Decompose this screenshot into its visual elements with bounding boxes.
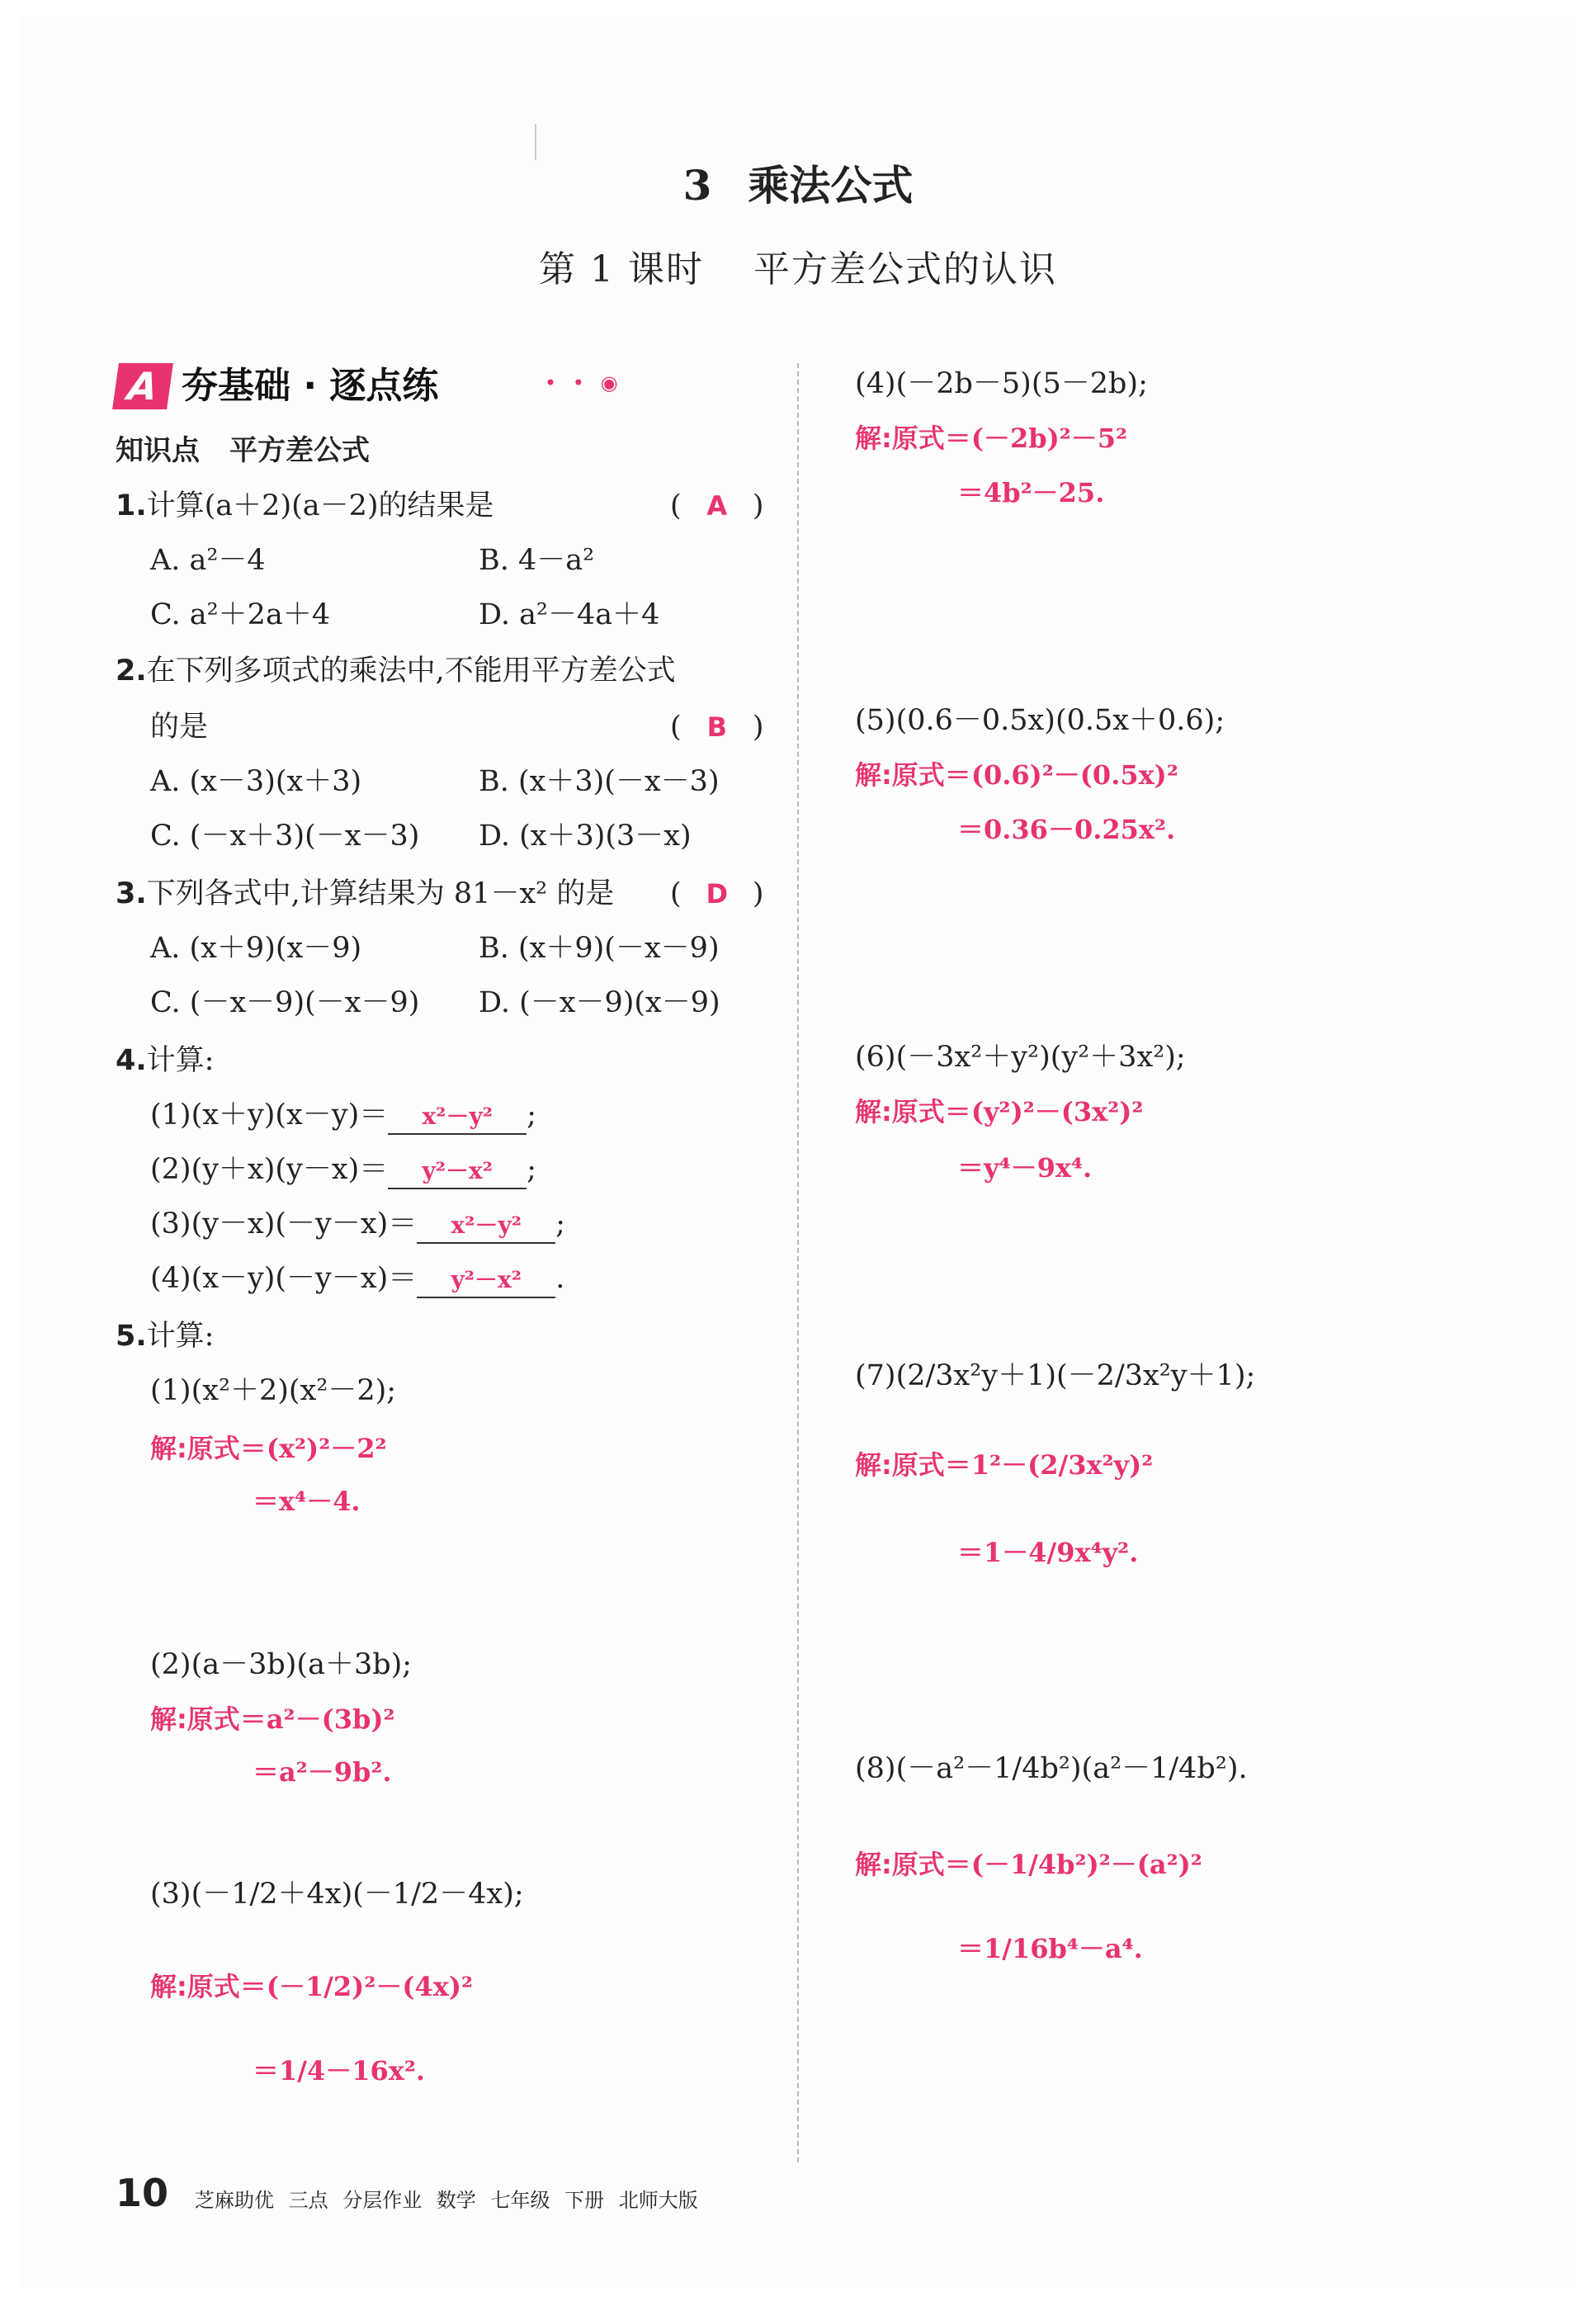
question-5-solution-6: 解:原式＝(y²)²－(3x²)² [855, 1096, 1144, 1127]
question-5-item-4: (4)(－2b－5)(5－2b); [855, 367, 1148, 400]
question-1-answer: A [706, 490, 728, 522]
lesson-title [0, 239, 1596, 292]
question-5-solution-3: 解:原式＝(－1/2)²－(4x)² [150, 1971, 473, 2002]
question-2-option-c: C. (－x＋3)(－x－3) [150, 820, 420, 853]
question-1-option-d: D. a²－4a＋4 [479, 598, 660, 631]
question-4-blank-3: x²－y² [417, 1209, 555, 1244]
question-4-blank-1: x²－y² [388, 1100, 526, 1135]
question-1-answer-slot: ( A ) [670, 487, 764, 525]
question-5-item-8: (8)(－a²－1/4b²)(a²－1/4b²). [855, 1752, 1248, 1785]
question-3-answer: D [706, 878, 729, 910]
question-3-option-a: A. (x＋9)(x－9) [150, 932, 362, 965]
question-5-item-5: (5)(0.6－0.5x)(0.5x＋0.6); [855, 704, 1225, 737]
question-5-result-6: ＝y⁴－9x⁴. [957, 1152, 1093, 1184]
question-4-blank-4: y²－x² [417, 1264, 555, 1298]
question-2-stem-cont: 的是 [150, 711, 209, 744]
question-5-item-1: (1)(x²＋2)(x²－2); [150, 1374, 397, 1407]
question-1-option-c: C. a²＋2a＋4 [150, 598, 331, 631]
question-4-blank-2: y²－x² [388, 1155, 526, 1189]
footer-text: 芝麻助优 三点 分层作业 数学 七年级 下册 北师大版 [195, 2189, 698, 2212]
question-4-item-2: (2)(y＋x)(y－x)＝ y²－x² ; [150, 1151, 536, 1189]
chapter-number: 3 [682, 161, 712, 210]
lesson-label: 第 1 课时 [539, 248, 704, 291]
chapter-title-text: 乘法公式 [748, 162, 914, 210]
question-5-result-8: ＝1/16b⁴－a⁴. [957, 1933, 1143, 1964]
question-5-item-7: (7)(2/3x²y＋1)(－2/3x²y＋1); [855, 1359, 1256, 1392]
page-number: 10 [116, 2171, 169, 2215]
chapter-title [0, 153, 1596, 212]
question-5-solution-8: 解:原式＝(－1/4b²)²－(a²)² [855, 1849, 1202, 1880]
question-5-solution-4: 解:原式＝(－2b)²－5² [855, 423, 1128, 454]
question-4-item-1: (1)(x＋y)(x－y)＝ x²－y² ; [150, 1096, 536, 1135]
question-3-stem: 3.下列各式中,计算结果为 81－x² 的是 [116, 877, 615, 910]
question-5-stem: 5.计算: [116, 1320, 215, 1353]
question-1-option-a: A. a²－4 [150, 544, 266, 577]
question-5-item-3: (3)(－1/2＋4x)(－1/2－4x); [150, 1878, 524, 1911]
question-1-stem: 1.计算(a＋2)(a－2)的结果是 [116, 489, 494, 522]
section-badge: A [112, 363, 173, 409]
question-5-solution-5: 解:原式＝(0.6)²－(0.5x)² [855, 759, 1178, 791]
question-1-option-b: B. 4－a² [479, 544, 595, 577]
question-2-option-d: D. (x＋3)(3－x) [479, 820, 692, 853]
question-5-solution-1: 解:原式＝(x²)²－2² [150, 1433, 387, 1464]
question-5-result-2: ＝a²－9b². [253, 1756, 392, 1788]
question-5-result-5: ＝0.36－0.25x². [957, 814, 1176, 845]
question-2-stem: 2.在下列多项式的乘法中,不能用平方差公式 [116, 654, 676, 688]
question-2-answer: B [706, 711, 727, 743]
knowledge-point-label: 知识点 [116, 434, 200, 467]
question-3-option-b: B. (x＋9)(－x－9) [479, 932, 720, 965]
question-2-answer-slot: ( B ) [670, 708, 764, 746]
question-2-option-a: A. (x－3)(x＋3) [150, 765, 362, 798]
question-5-result-7: ＝1－4/9x⁴y². [957, 1537, 1139, 1568]
question-3-answer-slot: ( D ) [670, 875, 764, 913]
knowledge-point-title: 平方差公式 [229, 434, 370, 467]
question-5-item-2: (2)(a－3b)(a＋3b); [150, 1648, 413, 1681]
question-3-option-c: C. (－x－9)(－x－9) [150, 986, 420, 1019]
section-title: 夯基础 · 逐点练 [182, 365, 439, 407]
question-4-item-4: (4)(x－y)(－y－x)＝ y²－x² . [150, 1259, 564, 1298]
question-4-stem: 4.计算: [116, 1044, 215, 1077]
lesson-title-text: 平方差公式的认识 [753, 248, 1057, 291]
column-divider [797, 363, 799, 2162]
question-5-result-3: ＝1/4－16x². [253, 2055, 425, 2086]
knowledge-point [116, 428, 370, 468]
question-4-item-3: (3)(y－x)(－y－x)＝ x²－y² ; [150, 1205, 565, 1244]
question-5-result-1: ＝x⁴－4. [253, 1486, 361, 1517]
question-2-option-b: B. (x＋3)(－x－3) [479, 765, 720, 798]
question-5-solution-2: 解:原式＝a²－(3b)² [150, 1704, 395, 1735]
question-5-item-6: (6)(－3x²＋y²)(y²＋3x²); [855, 1041, 1186, 1074]
question-3-option-d: D. (－x－9)(x－9) [479, 986, 720, 1019]
question-5-result-4: ＝4b²－25. [957, 477, 1105, 508]
question-5-solution-7: 解:原式＝1²－(2/3x²y)² [855, 1449, 1154, 1481]
section-dots: • • ◉ [545, 371, 623, 395]
